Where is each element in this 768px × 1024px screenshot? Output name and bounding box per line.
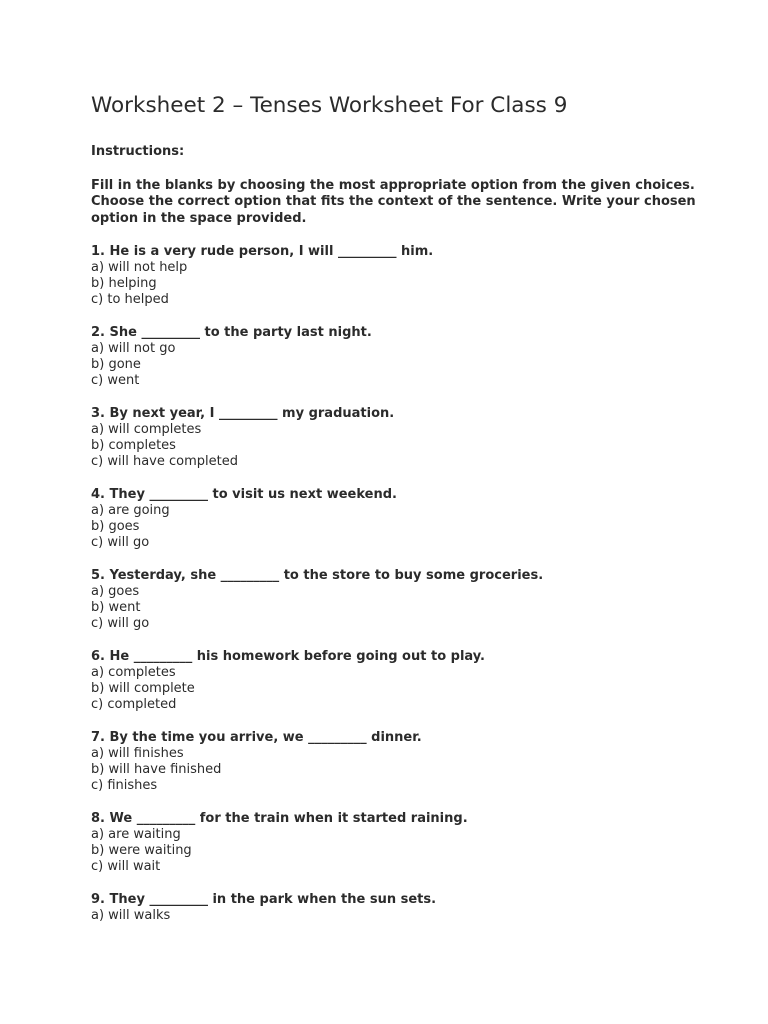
option-a: a) will not help	[91, 259, 188, 275]
question-7	[91, 730, 711, 794]
option-c: c) will go	[91, 534, 150, 550]
question-5	[91, 568, 711, 632]
option-c: c) will have completed	[91, 453, 238, 469]
question-6	[91, 649, 711, 713]
question-3	[91, 406, 711, 470]
question-text: 5. Yesterday, she _________ to the store to buy some groceries.	[91, 567, 544, 583]
question-1	[91, 244, 711, 308]
option-b: b) gone	[91, 356, 141, 372]
option-b: b) will complete	[91, 680, 195, 696]
option-a: a) completes	[91, 664, 176, 680]
question-text: 9. They _________ in the park when the sun sets.	[91, 891, 437, 907]
instructions-heading: Instructions:	[91, 144, 185, 159]
option-c: c) completed	[91, 696, 177, 712]
option-a: a) will walks	[91, 907, 171, 923]
instructions-text: Fill in the blanks by choosing the most appropriate option from the given choices. Choose the correct option that fits the context of the sentence. Write your chosen option in the space provided.	[91, 178, 696, 226]
question-text: 3. By next year, I _________ my graduation.	[91, 405, 395, 421]
question-4	[91, 487, 711, 551]
question-text: 4. They _________ to visit us next weekend.	[91, 486, 397, 502]
question-text: 7. By the time you arrive, we _________ dinner.	[91, 729, 422, 745]
option-a: a) goes	[91, 583, 140, 599]
option-a: a) are going	[91, 502, 170, 518]
option-a: a) will finishes	[91, 745, 184, 761]
option-b: b) completes	[91, 437, 176, 453]
question-text: 1. He is a very rude person, I will _________ him.	[91, 243, 434, 259]
option-b: b) were waiting	[91, 842, 192, 858]
option-a: a) will completes	[91, 421, 202, 437]
option-b: b) went	[91, 599, 141, 615]
option-b: b) helping	[91, 275, 157, 291]
question-text: 6. He _________ his homework before going out to play.	[91, 648, 485, 664]
questions-list	[91, 244, 711, 924]
option-b: b) will have finished	[91, 761, 222, 777]
option-c: c) will go	[91, 615, 150, 631]
option-c: c) went	[91, 372, 140, 388]
question-text: 8. We _________ for the train when it started raining.	[91, 810, 468, 826]
option-c: c) finishes	[91, 777, 158, 793]
option-b: b) goes	[91, 518, 140, 534]
question-9	[91, 892, 711, 924]
option-c: c) will wait	[91, 858, 161, 874]
option-a: a) will not go	[91, 340, 176, 356]
document-content	[91, 91, 711, 941]
option-c: c) to helped	[91, 291, 169, 307]
question-8	[91, 811, 711, 875]
option-a: a) are waiting	[91, 826, 181, 842]
page-title: Worksheet 2 – Tenses Worksheet For Class 9	[91, 93, 568, 118]
question-text: 2. She _________ to the party last night.	[91, 324, 372, 340]
question-2	[91, 325, 711, 389]
